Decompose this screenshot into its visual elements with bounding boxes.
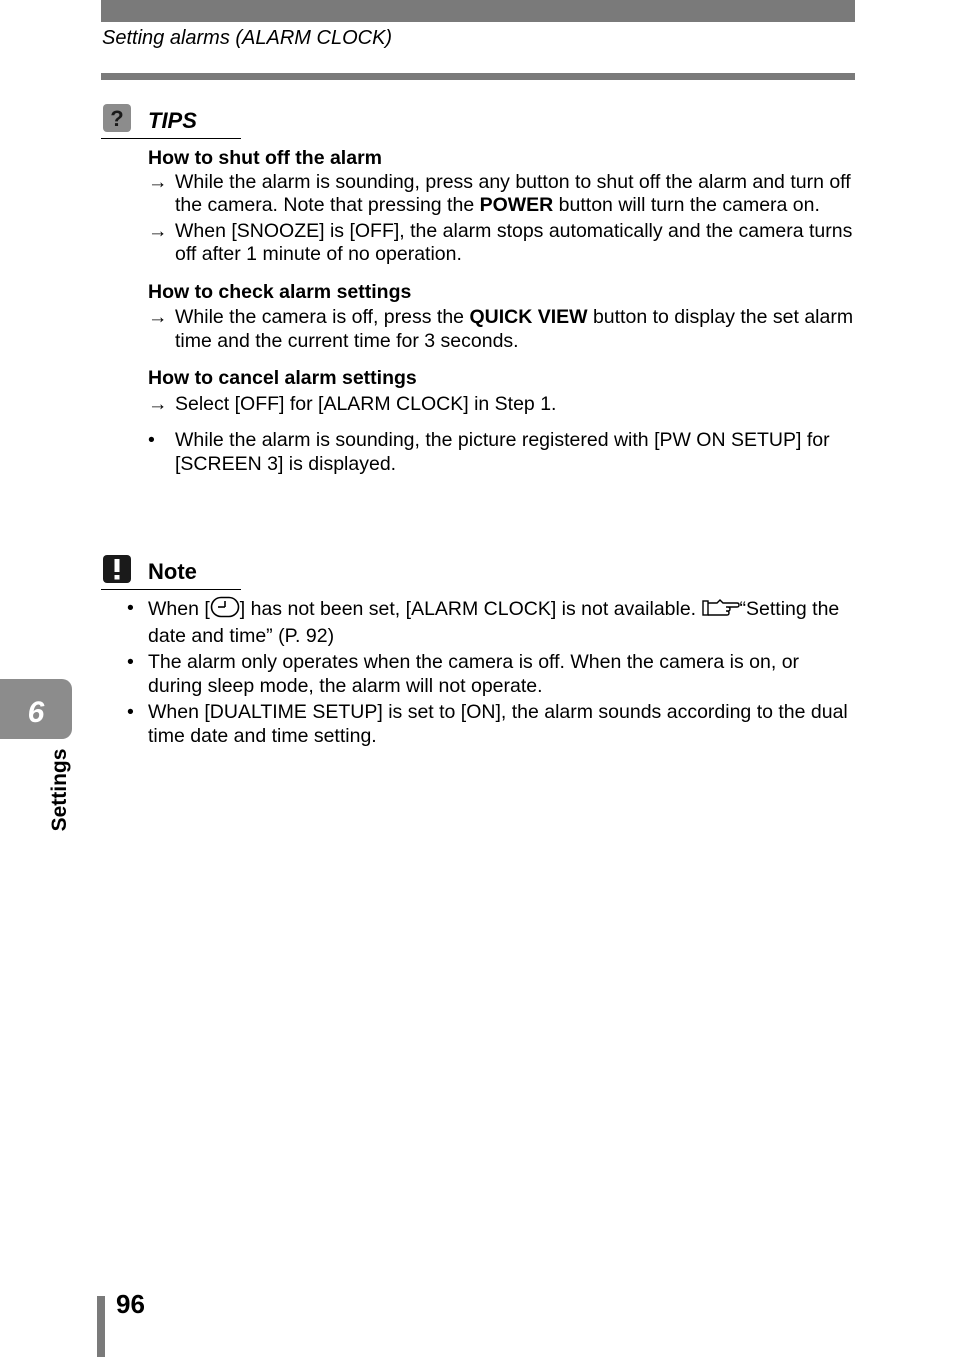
tips-subheading: How to check alarm settings [148, 280, 412, 303]
bullet-marker: • [127, 597, 134, 619]
clock-icon [210, 596, 240, 624]
note-list [120, 596, 856, 750]
tips-arrow-item: → When [SNOOZE] is [OFF], the alarm stops automatically and the camera turns off after 1 minute of no operation. [148, 219, 853, 265]
note-item: • When [DUALTIME SETUP] is set to [ON], the alarm sounds according to the dual time date and time setting. [127, 701, 848, 747]
note-item: • The alarm only operates when the camera is off. When the camera is on, or during sleep mode, the alarm will not operate. [127, 651, 800, 697]
tips-heading [101, 102, 241, 139]
tips-content [148, 147, 856, 476]
tips-arrow-item: → While the camera is off, press the QUICK VIEW button to display the set alarm time and the current time for 3 seconds. [148, 306, 854, 352]
tips-bullet-item: • While the alarm is sounding, the picture registered with [PW ON SETUP] for [SCREEN 3] is displayed. [148, 429, 830, 475]
svg-text:?: ? [110, 106, 124, 131]
header-bar [101, 0, 855, 22]
arrow-icon: → [148, 392, 168, 415]
header-divider [101, 73, 855, 80]
arrow-icon: → [148, 306, 168, 328]
note-item: • When [ ] has not been set, [ALARM CLOCK] is not available. “Setting the date and time” (P. 92) [127, 597, 840, 647]
exclamation-icon [103, 555, 131, 583]
page-header-title: Setting alarms (ALARM CLOCK) [102, 27, 393, 49]
arrow-icon: → [148, 219, 168, 242]
tips-title: TIPS [148, 108, 197, 133]
note-title: Note [148, 559, 197, 584]
question-icon [103, 104, 131, 132]
bullet-marker: • [127, 701, 134, 723]
tips-arrow-item: → Select [OFF] for [ALARM CLOCK] in Step 1. [148, 392, 557, 415]
note-heading [101, 553, 241, 590]
tips-subheading: How to shut off the alarm [148, 147, 382, 169]
page-number-bar [97, 1296, 105, 1357]
chapter-label: Settings [48, 748, 71, 832]
chapter-number: 6 [27, 696, 45, 729]
bullet-marker: • [127, 651, 134, 673]
page-number: 96 [116, 1289, 145, 1319]
arrow-icon: → [148, 170, 168, 193]
tips-subheading: How to cancel alarm settings [148, 367, 417, 389]
reference-hand-icon [702, 598, 740, 624]
bullet-marker: • [148, 429, 155, 451]
tips-arrow-item: → While the alarm is sounding, press any button to shut off the alarm and turn off the camera. Note that pressing the POWER button will turn the camera on. [148, 170, 851, 216]
